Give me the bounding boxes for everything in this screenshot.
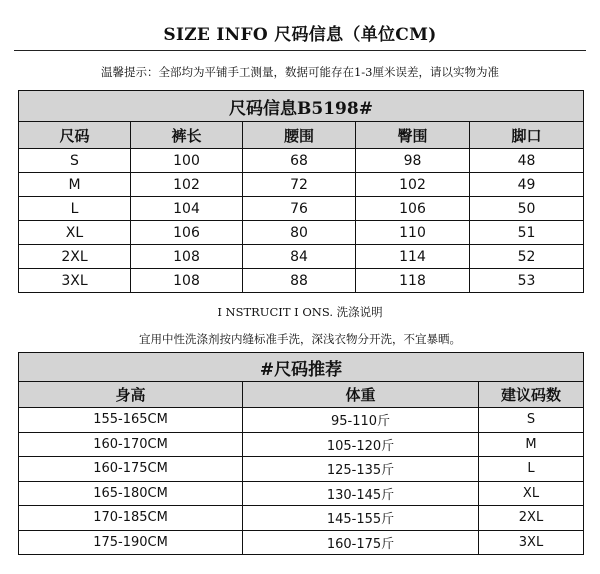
column-header: 体重 [243, 382, 479, 408]
table-cell: 118 [356, 269, 470, 293]
table-cell: 102 [131, 173, 243, 197]
table-cell: L [19, 197, 131, 221]
table-cell: 108 [131, 269, 243, 293]
table-cell: 50 [470, 197, 584, 221]
table-cell: 165-180CM [19, 481, 243, 506]
table-cell: 100 [131, 149, 243, 173]
page-title: SIZE INFO 尺码信息（单位CM) [163, 25, 437, 45]
column-header: 腰围 [243, 122, 356, 149]
measurement-tip: 温馨提示：全部均为平铺手工测量，数据可能存在1-3厘米误差，请以实物为准 [100, 65, 499, 79]
table-row [19, 269, 584, 293]
table-row [19, 245, 584, 269]
table-cell: 72 [243, 173, 356, 197]
column-header: 尺码 [19, 122, 131, 149]
table-cell: 68 [243, 149, 356, 173]
table-cell: 3XL [479, 530, 584, 555]
table-row [19, 173, 584, 197]
size-table-caption: 尺码信息B5198# [19, 91, 584, 122]
title-divider [14, 50, 586, 51]
table-row [19, 149, 584, 173]
column-header: 身高 [19, 382, 243, 408]
table-cell: 108 [131, 245, 243, 269]
table-cell: 125-135斤 [243, 457, 479, 482]
table-cell: 160-170CM [19, 432, 243, 457]
column-header: 脚口 [470, 122, 584, 149]
table-row [19, 432, 584, 457]
table-row [19, 408, 584, 433]
table-cell: 130-145斤 [243, 481, 479, 506]
table-cell: S [479, 408, 584, 433]
table-cell: 106 [131, 221, 243, 245]
table-cell: 51 [470, 221, 584, 245]
table-row [19, 457, 584, 482]
table-cell: 48 [470, 149, 584, 173]
table-cell: 80 [243, 221, 356, 245]
recommend-table-caption: #尺码推荐 [19, 353, 584, 382]
table-cell: M [479, 432, 584, 457]
wash-instructions-text: 宜用中性洗涤剂按内缝标准手洗，深浅衣物分开洗，不宜暴晒。 [139, 332, 461, 346]
size-recommendation-table [18, 352, 584, 555]
table-cell: 110 [356, 221, 470, 245]
table-cell: XL [19, 221, 131, 245]
table-cell: 105-120斤 [243, 432, 479, 457]
table-cell: 155-165CM [19, 408, 243, 433]
table-cell: 175-190CM [19, 530, 243, 555]
table-cell: 76 [243, 197, 356, 221]
table-cell: 160-175斤 [243, 530, 479, 555]
table-cell: 98 [356, 149, 470, 173]
table-row [19, 530, 584, 555]
table-cell: 114 [356, 245, 470, 269]
table-cell: 95-110斤 [243, 408, 479, 433]
table-cell: 2XL [479, 506, 584, 531]
table-cell: M [19, 173, 131, 197]
table-cell: 49 [470, 173, 584, 197]
table-cell: 3XL [19, 269, 131, 293]
table-cell: 52 [470, 245, 584, 269]
table-cell: 104 [131, 197, 243, 221]
table-cell: S [19, 149, 131, 173]
column-header: 裤长 [131, 122, 243, 149]
table-cell: 145-155斤 [243, 506, 479, 531]
table-cell: L [479, 457, 584, 482]
table-cell: XL [479, 481, 584, 506]
table-row [19, 197, 584, 221]
size-info-table [18, 90, 584, 293]
wash-instructions-heading: I NSTRUCIT I ONS. 洗涤说明 [217, 305, 383, 319]
table-cell: 53 [470, 269, 584, 293]
table-cell: 88 [243, 269, 356, 293]
table-cell: 102 [356, 173, 470, 197]
column-header: 臀围 [356, 122, 470, 149]
column-header: 建议码数 [479, 382, 584, 408]
table-cell: 106 [356, 197, 470, 221]
table-cell: 2XL [19, 245, 131, 269]
table-row [19, 221, 584, 245]
table-cell: 84 [243, 245, 356, 269]
table-cell: 160-175CM [19, 457, 243, 482]
table-row [19, 506, 584, 531]
table-row [19, 481, 584, 506]
table-cell: 170-185CM [19, 506, 243, 531]
